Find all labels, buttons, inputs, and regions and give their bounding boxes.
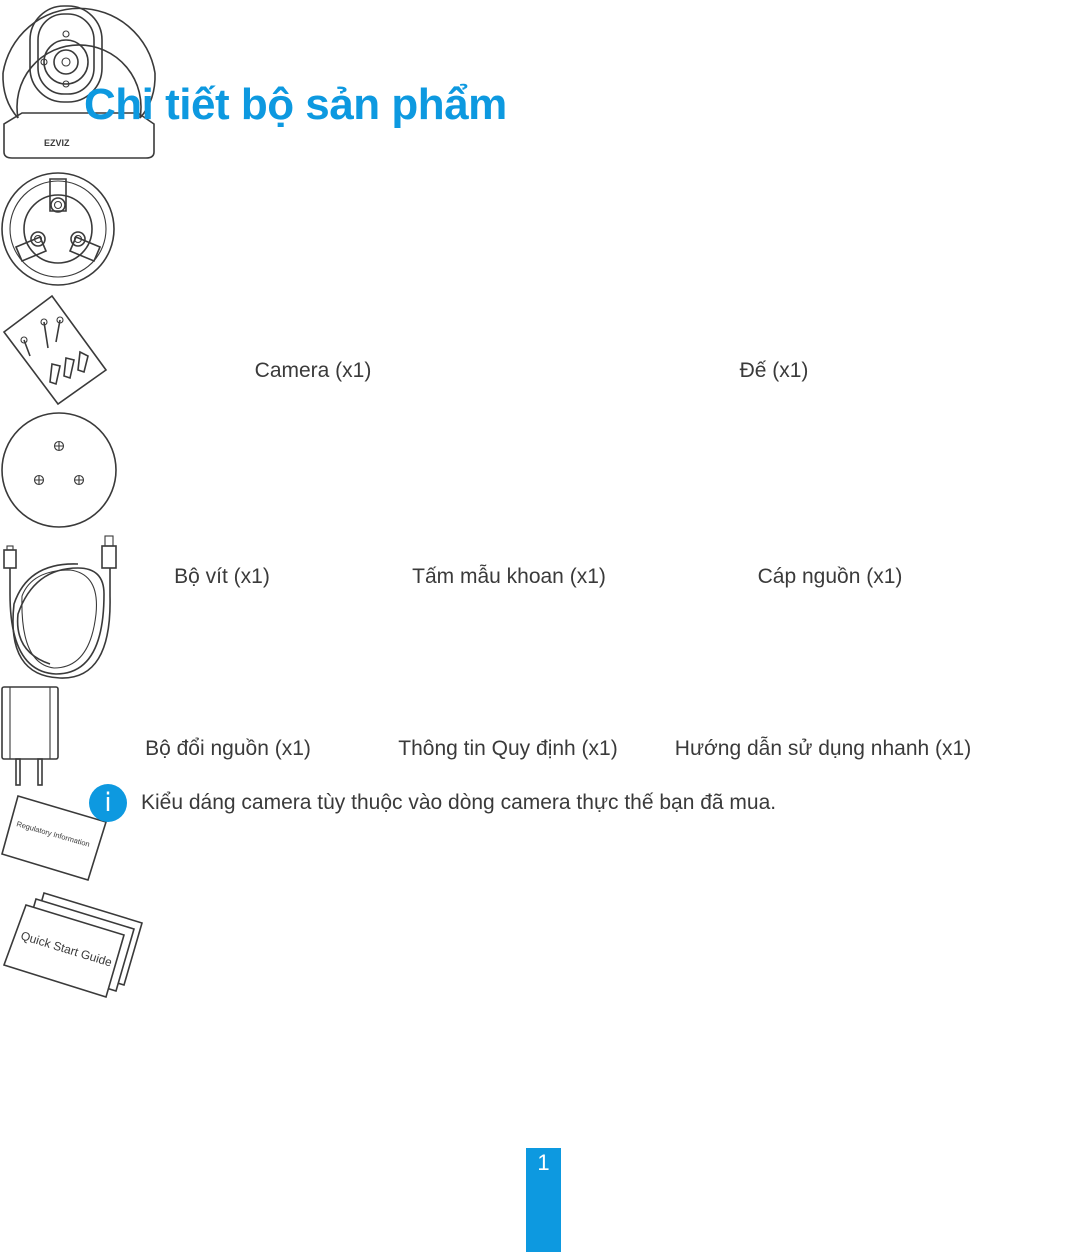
power-cable-icon (0, 534, 122, 680)
item-label: Cáp nguồn (x1) (757, 565, 903, 588)
drilling-template-icon (0, 411, 118, 529)
quick-start-guide-icon (0, 889, 146, 1001)
base-icon (0, 171, 116, 287)
page-number: 1 (526, 1148, 561, 1252)
info-icon: i (89, 784, 127, 822)
camera-brand: EZVIZ (44, 138, 70, 148)
item-label: Tấm mẫu khoan (x1) (412, 565, 606, 588)
regulatory-card-text: Regulatory Information (15, 819, 91, 849)
item-power-cable (0, 534, 1087, 685)
item-label: Bộ đổi nguồn (x1) (145, 737, 311, 760)
guide-card-text: Quick Start Guide (19, 928, 114, 970)
info-note-text: Kiểu dáng camera tùy thuộc vào dòng camera thực thế bạn đã mua. (141, 791, 777, 814)
info-note (89, 784, 776, 822)
power-adapter-icon (0, 685, 62, 787)
item-label: Thông tin Quy định (x1) (398, 737, 618, 760)
page-title: Chi tiết bộ sản phẩm (84, 80, 507, 129)
item-label: Bộ vít (x1) (174, 565, 270, 588)
item-label: Hướng dẫn sử dụng nhanh (x1) (674, 737, 972, 760)
screw-kit-icon (0, 292, 110, 406)
item-label: Camera (x1) (254, 359, 372, 382)
item-label: Đế (x1) (739, 359, 809, 382)
